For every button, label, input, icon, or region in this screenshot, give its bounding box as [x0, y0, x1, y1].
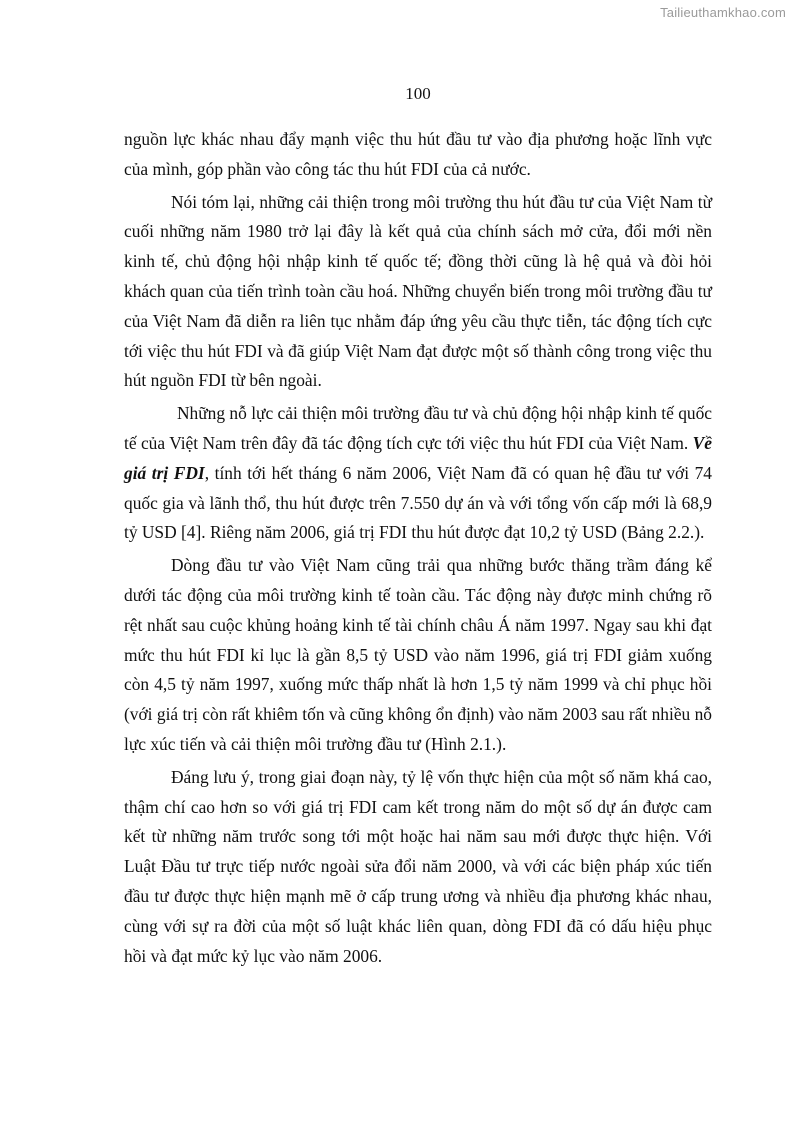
document-body: [124, 125, 712, 974]
paragraph-fdi-value: [124, 399, 712, 548]
paragraph-summary: Nói tóm lại, những cải thiện trong môi trường thu hút đầu tư của Việt Nam từ cuối những năm 1980 trở lại đây là kết quả của chính sách mở cửa, đổi mới nền kinh tế, chủ động hội nhập kinh tế quốc tế; đồng thời cũng là hệ quả và đòi hỏi khách quan của tiến trình toàn cầu hoá. Những chuyển biến trong môi trường đầu tư của Việt Nam đã diễn ra liên tục nhằm đáp ứng yêu cầu thực tiễn, tác động tích cực tới việc thu hút FDI và đã giúp Việt Nam đạt được một số thành công trong việc thu hút nguồn FDI từ bên ngoài.: [124, 191, 712, 391]
paragraph-continuation: nguồn lực khác nhau đẩy mạnh việc thu hút đầu tư vào địa phương hoặc lĩnh vực của mình, góp phần vào công tác thu hút FDI của cả nước.: [124, 129, 712, 179]
paragraph-fdi-value-rest: , tính tới hết tháng 6 năm 2006, Việt Nam đã có quan hệ đầu tư với 74 quốc gia và lãnh thổ, thu hút được trên 7.550 dự án và với tổng vốn cấp mới là 68,9 tỷ USD [4]. Riêng năm 2006, giá trị FDI thu hút được đạt 10,2 tỷ USD (Bảng 2.2.).: [124, 462, 713, 543]
paragraph-implementation: Đáng lưu ý, trong giai đoạn này, tỷ lệ vốn thực hiện của một số năm khá cao, thậm chí cao hơn so với giá trị FDI cam kết trong năm do một số dự án được cam kết từ những năm trước song tới một hoặc hai năm sau mới được thực hiện. Với Luật Đầu tư trực tiếp nước ngoài sửa đổi năm 2000, và với các biện pháp xúc tiến đầu tư được thực hiện mạnh mẽ ở cấp trung ương và nhiều địa phương khác nhau, cùng với sự ra đời của một số luật khác liên quan, dòng FDI đã có dấu hiệu phục hồi và đạt mức kỷ lục vào năm 2006.: [124, 766, 712, 966]
page-number: 100: [405, 84, 431, 103]
paragraph-fdi-value-intro: Những nỗ lực cải thiện môi trường đầu tư và chủ động hội nhập kinh tế quốc tế của Việt Nam trên đây đã tác động tích cực tới việc thu hút FDI của Việt Nam.: [124, 403, 712, 453]
watermark: Tailieuthamkhao.com: [660, 5, 786, 20]
paragraph-fdi-flow: Dòng đầu tư vào Việt Nam cũng trải qua những bước thăng trầm đáng kể dưới tác động của môi trường kinh tế toàn cầu. Tác động này được minh chứng rõ rệt nhất sau cuộc khủng hoảng kinh tế tài chính châu Á năm 1997. Ngay sau khi đạt mức thu hút FDI kỉ lục là gần 8,5 tỷ USD vào năm 1996, giá trị FDI giảm xuống còn 4,5 tỷ năm 1997, xuống mức thấp nhất là hơn 1,5 tỷ năm 1999 và chỉ phục hồi (với giá trị còn rất khiêm tốn và cũng không ổn định) vào năm 2003 sau rất nhiều nỗ lực xúc tiến và cải thiện môi trường đầu tư (Hình 2.1.).: [124, 555, 712, 754]
emphasis-fdi-value: Về giá trị FDI: [124, 432, 712, 483]
